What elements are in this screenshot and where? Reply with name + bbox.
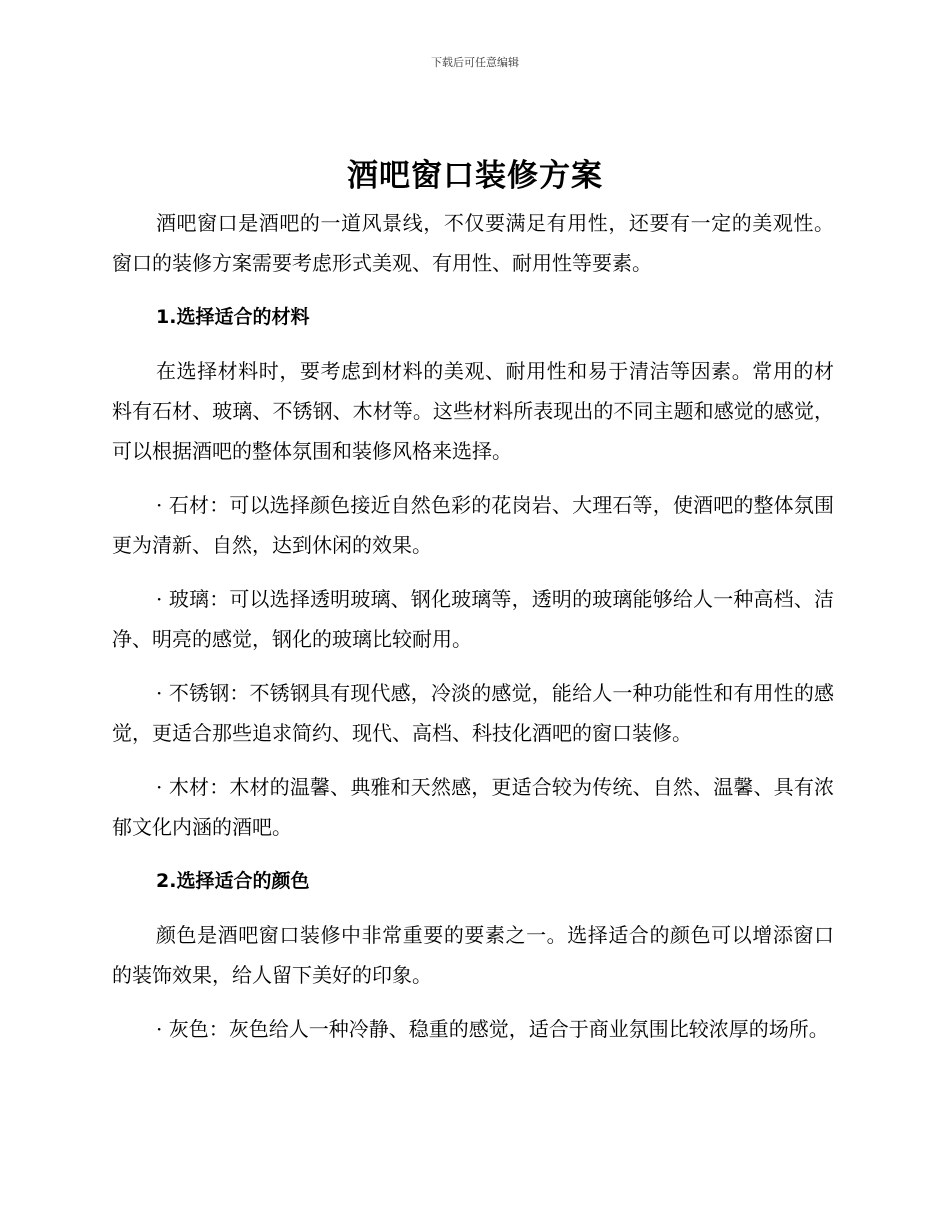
section-heading-materials: 1.选择适合的材料 bbox=[156, 306, 310, 328]
list-item-gray: · 灰色：灰色给人一种冷静、稳重的感觉，适合于商业氛围比较浓厚的场所。 bbox=[156, 1017, 829, 1041]
intro-paragraph: 酒吧窗口是酒吧的一道风景线，不仅要满足有用性，还要有一定的美观性。窗口的装修方案需要考虑形式美观、有用性、耐用性等要素。 bbox=[112, 211, 834, 275]
list-item-stone: · 石材：可以选择颜色接近自然色彩的花岗岩、大理石等，使酒吧的整体氛围更为清新、自然，达到休闲的效果。 bbox=[112, 493, 834, 557]
section-paragraph: 在选择材料时，要考虑到材料的美观、耐用性和易于清洁等因素。常用的材料有石材、玻璃、不锈钢、木材等。这些材料所表现出的不同主题和感觉的感觉，可以根据酒吧的整体氛围和装修风格来选择。 bbox=[112, 359, 834, 463]
list-item-stainless-steel: · 不锈钢：不锈钢具有现代感，冷淡的感觉，能给人一种功能性和有用性的感觉，更适合那些追求简约、现代、高档、科技化酒吧的窗口装修。 bbox=[112, 681, 834, 745]
page-header: 下载后可任意编辑 bbox=[431, 56, 519, 69]
section-heading-colors: 2.选择适合的颜色 bbox=[156, 870, 310, 892]
list-item-glass: · 玻璃：可以选择透明玻璃、钢化玻璃等，透明的玻璃能够给人一种高档、洁净、明亮的感觉，钢化的玻璃比较耐用。 bbox=[112, 587, 834, 651]
document-body bbox=[112, 203, 834, 1063]
section-paragraph: 颜色是酒吧窗口装修中非常重要的要素之一。选择适合的颜色可以增添窗口的装饰效果，给人留下美好的印象。 bbox=[112, 923, 834, 987]
document-title: 酒吧窗口装修方案 bbox=[347, 158, 603, 194]
list-item-wood: · 木材：木材的温馨、典雅和天然感，更适合较为传统、自然、温馨、具有浓郁文化内涵的酒吧。 bbox=[112, 775, 834, 839]
